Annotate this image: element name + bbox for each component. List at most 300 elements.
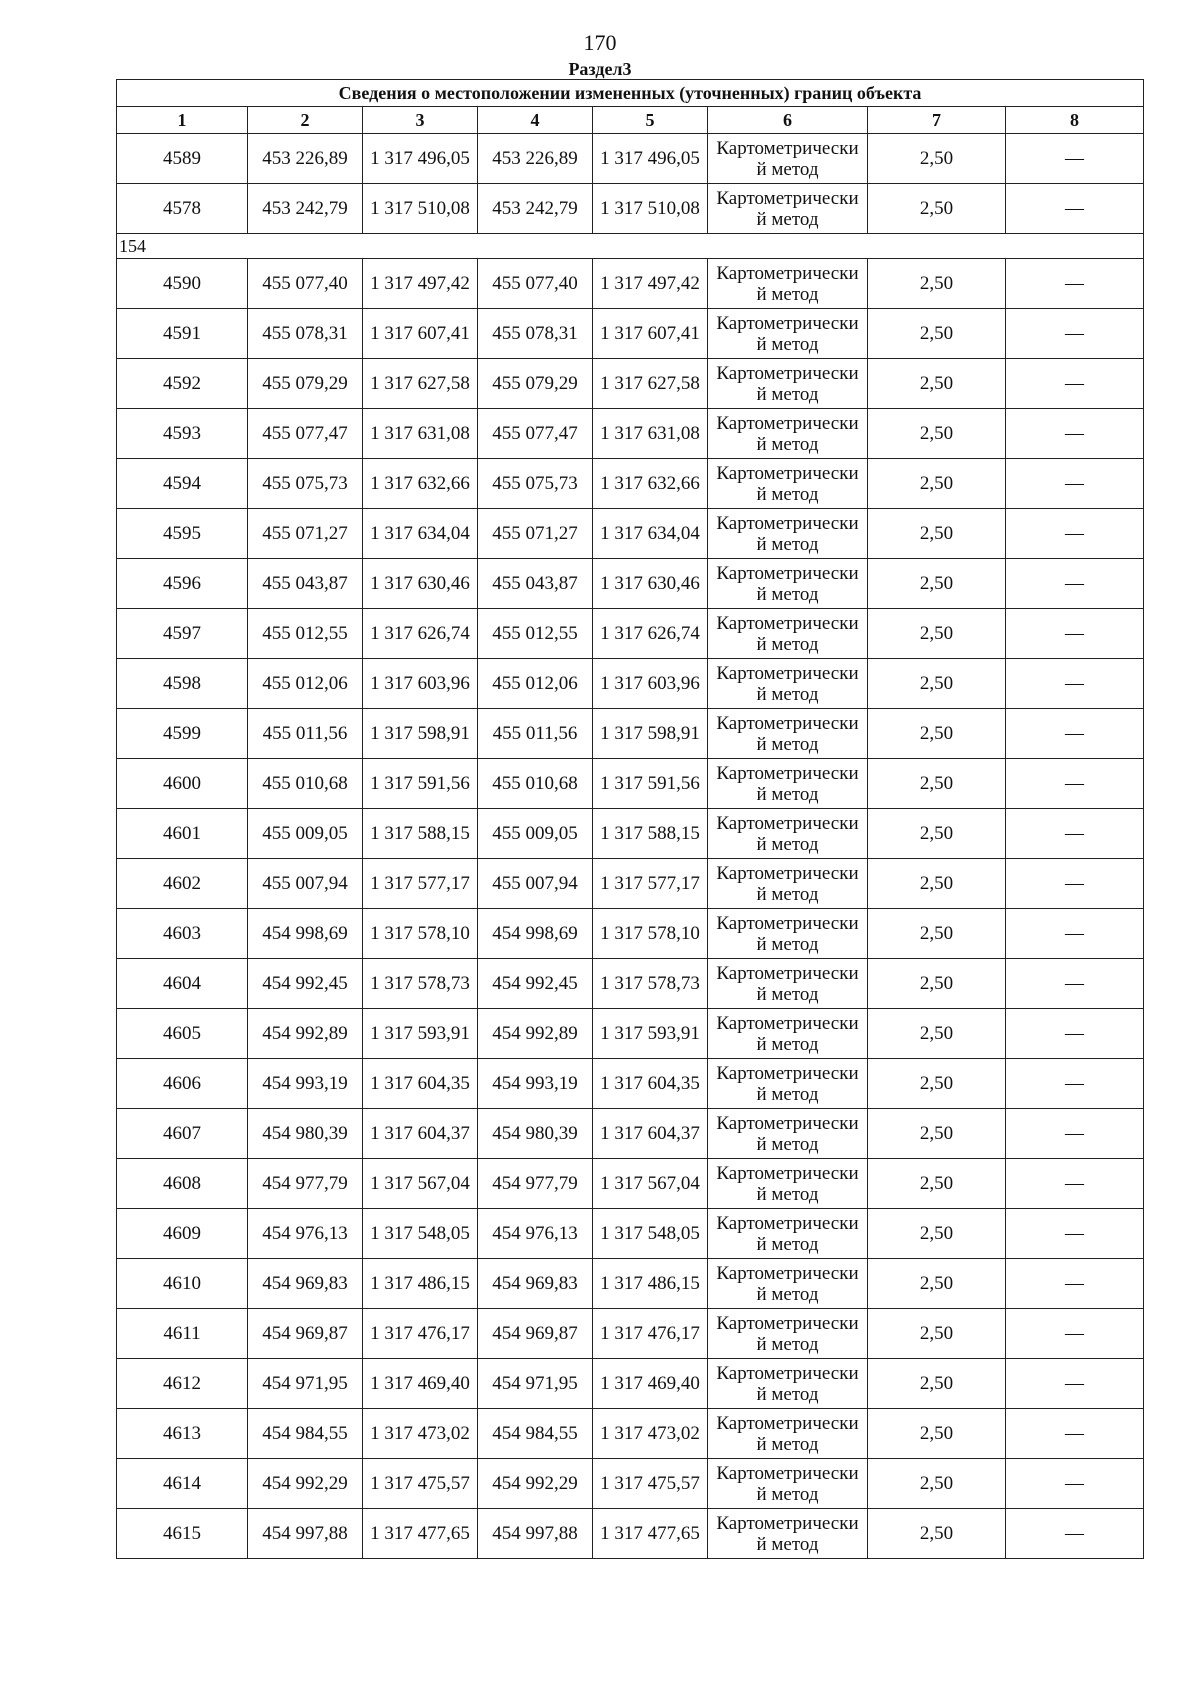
boundary-coordinates-table	[116, 79, 1144, 1559]
method-text-line-2: й метод	[756, 1533, 819, 1555]
method-text-line-2: й метод	[756, 1283, 819, 1305]
column-8-value: —	[1006, 909, 1144, 959]
page-number: 170	[583, 30, 617, 55]
column-header: 1	[117, 107, 248, 134]
method-text-line-1: Картометрически	[716, 612, 859, 634]
y-coordinate-old: 1 317 469,40	[363, 1359, 478, 1409]
x-coordinate-new: 454 977,79	[478, 1159, 593, 1209]
y-coordinate-old: 1 317 497,42	[363, 259, 478, 309]
point-number: 4596	[117, 559, 248, 609]
accuracy-value: 2,50	[868, 1509, 1006, 1559]
method-cell	[708, 1309, 868, 1359]
method-text-line-1: Картометрически	[716, 1212, 859, 1234]
table-row	[117, 1309, 1144, 1359]
column-header: 5	[593, 107, 708, 134]
column-header: 4	[478, 107, 593, 134]
table-row	[117, 759, 1144, 809]
column-8-value: —	[1006, 259, 1144, 309]
y-coordinate-new: 1 317 548,05	[593, 1209, 708, 1259]
method-cell	[708, 1059, 868, 1109]
method-cell	[708, 259, 868, 309]
y-coordinate-new: 1 317 496,05	[593, 134, 708, 184]
column-8-value: —	[1006, 359, 1144, 409]
x-coordinate-old: 455 077,47	[248, 409, 363, 459]
y-coordinate-old: 1 317 476,17	[363, 1309, 478, 1359]
method-cell	[708, 1109, 868, 1159]
x-coordinate-old: 455 012,06	[248, 659, 363, 709]
x-coordinate-old: 454 998,69	[248, 909, 363, 959]
table-row	[117, 1459, 1144, 1509]
table-row	[117, 859, 1144, 909]
method-text-line-1: Картометрически	[716, 1412, 859, 1434]
method-text-line-2: й метод	[756, 158, 819, 180]
x-coordinate-old: 454 992,29	[248, 1459, 363, 1509]
point-number: 4590	[117, 259, 248, 309]
x-coordinate-old: 453 226,89	[248, 134, 363, 184]
method-text-line-2: й метод	[756, 1433, 819, 1455]
table-row	[117, 309, 1144, 359]
table-row	[117, 609, 1144, 659]
point-number: 4593	[117, 409, 248, 459]
method-cell	[708, 809, 868, 859]
x-coordinate-new: 455 011,56	[478, 709, 593, 759]
method-text-line-2: й метод	[756, 1383, 819, 1405]
method-text-line-1: Картометрически	[716, 712, 859, 734]
point-number: 4589	[117, 134, 248, 184]
table-body	[117, 134, 1144, 1559]
column-8-value: —	[1006, 1259, 1144, 1309]
y-coordinate-new: 1 317 510,08	[593, 184, 708, 234]
x-coordinate-new: 455 007,94	[478, 859, 593, 909]
table-row	[117, 409, 1144, 459]
method-text-line-2: й метод	[756, 583, 819, 605]
method-text-line-2: й метод	[756, 1233, 819, 1255]
method-text-line-1: Картометрически	[716, 1012, 859, 1034]
point-number: 4606	[117, 1059, 248, 1109]
column-header: 6	[708, 107, 868, 134]
table-row	[117, 359, 1144, 409]
x-coordinate-new: 454 980,39	[478, 1109, 593, 1159]
method-text-line-2: й метод	[756, 1033, 819, 1055]
x-coordinate-new: 454 993,19	[478, 1059, 593, 1109]
y-coordinate-old: 1 317 477,65	[363, 1509, 478, 1559]
y-coordinate-old: 1 317 593,91	[363, 1009, 478, 1059]
column-8-value: —	[1006, 1409, 1144, 1459]
x-coordinate-old: 455 011,56	[248, 709, 363, 759]
table-row	[117, 184, 1144, 234]
method-text-line-1: Картометрически	[716, 962, 859, 984]
method-text-line-1: Картометрически	[716, 862, 859, 884]
table-row	[117, 1409, 1144, 1459]
x-coordinate-new: 455 009,05	[478, 809, 593, 859]
x-coordinate-old: 454 992,45	[248, 959, 363, 1009]
y-coordinate-new: 1 317 607,41	[593, 309, 708, 359]
accuracy-value: 2,50	[868, 709, 1006, 759]
point-number: 4615	[117, 1509, 248, 1559]
accuracy-value: 2,50	[868, 659, 1006, 709]
x-coordinate-old: 455 010,68	[248, 759, 363, 809]
y-coordinate-old: 1 317 591,56	[363, 759, 478, 809]
table-caption: Сведения о местоположении измененных (уточненных) границ объекта	[117, 80, 1144, 107]
x-coordinate-new: 455 012,06	[478, 659, 593, 709]
accuracy-value: 2,50	[868, 1009, 1006, 1059]
y-coordinate-new: 1 317 626,74	[593, 609, 708, 659]
accuracy-value: 2,50	[868, 1359, 1006, 1409]
column-8-value: —	[1006, 1359, 1144, 1409]
table-group-row	[117, 234, 1144, 259]
point-number: 4611	[117, 1309, 248, 1359]
point-number: 4597	[117, 609, 248, 659]
method-text-line-2: й метод	[756, 883, 819, 905]
y-coordinate-old: 1 317 577,17	[363, 859, 478, 909]
y-coordinate-new: 1 317 603,96	[593, 659, 708, 709]
column-8-value: —	[1006, 134, 1144, 184]
table-row	[117, 509, 1144, 559]
method-cell	[708, 1509, 868, 1559]
point-number: 4601	[117, 809, 248, 859]
method-text-line-2: й метод	[756, 833, 819, 855]
column-8-value: —	[1006, 409, 1144, 459]
method-cell	[708, 509, 868, 559]
accuracy-value: 2,50	[868, 1259, 1006, 1309]
method-text-line-1: Картометрически	[716, 137, 859, 159]
table-row	[117, 1359, 1144, 1409]
accuracy-value: 2,50	[868, 259, 1006, 309]
column-8-value: —	[1006, 1509, 1144, 1559]
x-coordinate-new: 454 992,89	[478, 1009, 593, 1059]
column-header: 2	[248, 107, 363, 134]
x-coordinate-old: 455 009,05	[248, 809, 363, 859]
point-number: 4578	[117, 184, 248, 234]
column-8-value: —	[1006, 859, 1144, 909]
method-cell	[708, 909, 868, 959]
x-coordinate-old: 455 071,27	[248, 509, 363, 559]
x-coordinate-old: 454 971,95	[248, 1359, 363, 1409]
x-coordinate-old: 454 993,19	[248, 1059, 363, 1109]
column-header: 8	[1006, 107, 1144, 134]
method-text-line-1: Картометрически	[716, 1462, 859, 1484]
x-coordinate-new: 454 971,95	[478, 1359, 593, 1409]
y-coordinate-old: 1 317 626,74	[363, 609, 478, 659]
x-coordinate-old: 455 078,31	[248, 309, 363, 359]
column-8-value: —	[1006, 759, 1144, 809]
accuracy-value: 2,50	[868, 859, 1006, 909]
method-cell	[708, 1259, 868, 1309]
column-8-value: —	[1006, 1159, 1144, 1209]
x-coordinate-new: 454 969,83	[478, 1259, 593, 1309]
accuracy-value: 2,50	[868, 459, 1006, 509]
y-coordinate-new: 1 317 578,73	[593, 959, 708, 1009]
accuracy-value: 2,50	[868, 959, 1006, 1009]
table-row	[117, 1259, 1144, 1309]
table-row	[117, 1159, 1144, 1209]
accuracy-value: 2,50	[868, 1209, 1006, 1259]
column-8-value: —	[1006, 959, 1144, 1009]
accuracy-value: 2,50	[868, 1459, 1006, 1509]
x-coordinate-new: 453 226,89	[478, 134, 593, 184]
y-coordinate-old: 1 317 578,73	[363, 959, 478, 1009]
accuracy-value: 2,50	[868, 1159, 1006, 1209]
method-cell	[708, 1009, 868, 1059]
x-coordinate-old: 454 969,83	[248, 1259, 363, 1309]
method-text-line-2: й метод	[756, 1333, 819, 1355]
point-number: 4607	[117, 1109, 248, 1159]
column-8-value: —	[1006, 709, 1144, 759]
x-coordinate-new: 455 010,68	[478, 759, 593, 809]
y-coordinate-new: 1 317 577,17	[593, 859, 708, 909]
accuracy-value: 2,50	[868, 1059, 1006, 1109]
x-coordinate-new: 455 071,27	[478, 509, 593, 559]
method-text-line-1: Картометрически	[716, 912, 859, 934]
table-row	[117, 559, 1144, 609]
y-coordinate-new: 1 317 486,15	[593, 1259, 708, 1309]
y-coordinate-old: 1 317 578,10	[363, 909, 478, 959]
section-title: Раздел3	[568, 59, 632, 79]
table-row	[117, 1009, 1144, 1059]
x-coordinate-old: 454 969,87	[248, 1309, 363, 1359]
y-coordinate-old: 1 317 588,15	[363, 809, 478, 859]
x-coordinate-old: 455 075,73	[248, 459, 363, 509]
method-cell	[708, 1459, 868, 1509]
method-cell	[708, 559, 868, 609]
y-coordinate-new: 1 317 627,58	[593, 359, 708, 409]
method-text-line-1: Картометрически	[716, 187, 859, 209]
method-text-line-2: й метод	[756, 1083, 819, 1105]
y-coordinate-new: 1 317 632,66	[593, 459, 708, 509]
method-text-line-2: й метод	[756, 783, 819, 805]
y-coordinate-new: 1 317 567,04	[593, 1159, 708, 1209]
table-row	[117, 459, 1144, 509]
x-coordinate-old: 455 007,94	[248, 859, 363, 909]
method-text-line-2: й метод	[756, 208, 819, 230]
y-coordinate-old: 1 317 598,91	[363, 709, 478, 759]
y-coordinate-old: 1 317 603,96	[363, 659, 478, 709]
table-row	[117, 709, 1144, 759]
point-number: 4605	[117, 1009, 248, 1059]
accuracy-value: 2,50	[868, 409, 1006, 459]
table-row	[117, 659, 1144, 709]
accuracy-value: 2,50	[868, 184, 1006, 234]
y-coordinate-new: 1 317 476,17	[593, 1309, 708, 1359]
x-coordinate-new: 454 976,13	[478, 1209, 593, 1259]
x-coordinate-new: 455 043,87	[478, 559, 593, 609]
column-8-value: —	[1006, 509, 1144, 559]
point-number: 4604	[117, 959, 248, 1009]
y-coordinate-new: 1 317 497,42	[593, 259, 708, 309]
method-text-line-1: Картометрически	[716, 1512, 859, 1534]
y-coordinate-old: 1 317 604,37	[363, 1109, 478, 1159]
column-8-value: —	[1006, 184, 1144, 234]
x-coordinate-new: 454 992,29	[478, 1459, 593, 1509]
method-text-line-1: Картометрически	[716, 1312, 859, 1334]
y-coordinate-old: 1 317 496,05	[363, 134, 478, 184]
point-number: 4603	[117, 909, 248, 959]
method-cell	[708, 1359, 868, 1409]
method-text-line-2: й метод	[756, 1483, 819, 1505]
point-number: 4613	[117, 1409, 248, 1459]
point-number: 4610	[117, 1259, 248, 1309]
accuracy-value: 2,50	[868, 509, 1006, 559]
y-coordinate-new: 1 317 630,46	[593, 559, 708, 609]
method-text-line-1: Картометрически	[716, 362, 859, 384]
method-text-line-1: Картометрически	[716, 262, 859, 284]
column-8-value: —	[1006, 1309, 1144, 1359]
x-coordinate-old: 454 980,39	[248, 1109, 363, 1159]
method-cell	[708, 759, 868, 809]
x-coordinate-new: 453 242,79	[478, 184, 593, 234]
y-coordinate-old: 1 317 486,15	[363, 1259, 478, 1309]
method-text-line-1: Картометрически	[716, 562, 859, 584]
x-coordinate-new: 455 079,29	[478, 359, 593, 409]
column-8-value: —	[1006, 1109, 1144, 1159]
method-text-line-2: й метод	[756, 283, 819, 305]
method-text-line-2: й метод	[756, 433, 819, 455]
method-cell	[708, 609, 868, 659]
accuracy-value: 2,50	[868, 359, 1006, 409]
table-row	[117, 809, 1144, 859]
y-coordinate-old: 1 317 604,35	[363, 1059, 478, 1109]
method-text-line-2: й метод	[756, 483, 819, 505]
point-number: 4592	[117, 359, 248, 409]
x-coordinate-new: 454 992,45	[478, 959, 593, 1009]
point-number: 4602	[117, 859, 248, 909]
column-8-value: —	[1006, 1059, 1144, 1109]
y-coordinate-old: 1 317 607,41	[363, 309, 478, 359]
x-coordinate-old: 454 976,13	[248, 1209, 363, 1259]
x-coordinate-old: 454 977,79	[248, 1159, 363, 1209]
method-cell	[708, 1209, 868, 1259]
column-8-value: —	[1006, 1009, 1144, 1059]
method-text-line-1: Картометрически	[716, 1262, 859, 1284]
y-coordinate-new: 1 317 591,56	[593, 759, 708, 809]
point-number: 4609	[117, 1209, 248, 1259]
x-coordinate-old: 453 242,79	[248, 184, 363, 234]
point-number: 4599	[117, 709, 248, 759]
x-coordinate-old: 455 012,55	[248, 609, 363, 659]
x-coordinate-new: 454 984,55	[478, 1409, 593, 1459]
column-8-value: —	[1006, 609, 1144, 659]
x-coordinate-new: 455 012,55	[478, 609, 593, 659]
table-row	[117, 1209, 1144, 1259]
x-coordinate-new: 454 997,88	[478, 1509, 593, 1559]
method-cell	[708, 1159, 868, 1209]
y-coordinate-old: 1 317 632,66	[363, 459, 478, 509]
column-8-value: —	[1006, 659, 1144, 709]
y-coordinate-new: 1 317 598,91	[593, 709, 708, 759]
method-text-line-2: й метод	[756, 1183, 819, 1205]
y-coordinate-new: 1 317 473,02	[593, 1409, 708, 1459]
method-text-line-2: й метод	[756, 333, 819, 355]
y-coordinate-old: 1 317 630,46	[363, 559, 478, 609]
y-coordinate-new: 1 317 631,08	[593, 409, 708, 459]
method-cell	[708, 459, 868, 509]
y-coordinate-new: 1 317 604,37	[593, 1109, 708, 1159]
table-row	[117, 259, 1144, 309]
y-coordinate-old: 1 317 510,08	[363, 184, 478, 234]
y-coordinate-new: 1 317 634,04	[593, 509, 708, 559]
x-coordinate-old: 455 079,29	[248, 359, 363, 409]
accuracy-value: 2,50	[868, 759, 1006, 809]
column-8-value: —	[1006, 1459, 1144, 1509]
x-coordinate-old: 455 043,87	[248, 559, 363, 609]
table-row	[117, 134, 1144, 184]
x-coordinate-new: 454 998,69	[478, 909, 593, 959]
column-8-value: —	[1006, 459, 1144, 509]
method-cell	[708, 959, 868, 1009]
method-text-line-2: й метод	[756, 983, 819, 1005]
x-coordinate-new: 455 078,31	[478, 309, 593, 359]
y-coordinate-old: 1 317 475,57	[363, 1459, 478, 1509]
point-number: 4595	[117, 509, 248, 559]
point-number: 4598	[117, 659, 248, 709]
method-text-line-1: Картометрически	[716, 312, 859, 334]
y-coordinate-old: 1 317 627,58	[363, 359, 478, 409]
accuracy-value: 2,50	[868, 309, 1006, 359]
table-caption-row	[117, 80, 1144, 107]
method-text-line-1: Картометрически	[716, 1112, 859, 1134]
x-coordinate-old: 455 077,40	[248, 259, 363, 309]
x-coordinate-new: 455 075,73	[478, 459, 593, 509]
x-coordinate-old: 454 997,88	[248, 1509, 363, 1559]
y-coordinate-old: 1 317 634,04	[363, 509, 478, 559]
column-header: 7	[868, 107, 1006, 134]
accuracy-value: 2,50	[868, 609, 1006, 659]
point-number: 4591	[117, 309, 248, 359]
method-text-line-1: Картометрически	[716, 812, 859, 834]
x-coordinate-new: 454 969,87	[478, 1309, 593, 1359]
accuracy-value: 2,50	[868, 1409, 1006, 1459]
y-coordinate-new: 1 317 604,35	[593, 1059, 708, 1109]
method-text-line-2: й метод	[756, 1133, 819, 1155]
method-text-line-1: Картометрически	[716, 512, 859, 534]
accuracy-value: 2,50	[868, 909, 1006, 959]
method-text-line-2: й метод	[756, 383, 819, 405]
x-coordinate-old: 454 984,55	[248, 1409, 363, 1459]
method-cell	[708, 709, 868, 759]
x-coordinate-old: 454 992,89	[248, 1009, 363, 1059]
point-number: 4608	[117, 1159, 248, 1209]
method-cell	[708, 359, 868, 409]
y-coordinate-old: 1 317 567,04	[363, 1159, 478, 1209]
table-row	[117, 909, 1144, 959]
y-coordinate-old: 1 317 631,08	[363, 409, 478, 459]
y-coordinate-new: 1 317 588,15	[593, 809, 708, 859]
y-coordinate-new: 1 317 477,65	[593, 1509, 708, 1559]
column-8-value: —	[1006, 309, 1144, 359]
x-coordinate-new: 455 077,40	[478, 259, 593, 309]
method-cell	[708, 309, 868, 359]
y-coordinate-old: 1 317 548,05	[363, 1209, 478, 1259]
table-row	[117, 1059, 1144, 1109]
point-number: 4612	[117, 1359, 248, 1409]
point-number: 4614	[117, 1459, 248, 1509]
method-text-line-1: Картометрически	[716, 662, 859, 684]
method-cell	[708, 184, 868, 234]
accuracy-value: 2,50	[868, 1109, 1006, 1159]
table-row	[117, 1109, 1144, 1159]
y-coordinate-old: 1 317 473,02	[363, 1409, 478, 1459]
method-text-line-1: Картометрически	[716, 1162, 859, 1184]
column-8-value: —	[1006, 1209, 1144, 1259]
column-8-value: —	[1006, 559, 1144, 609]
y-coordinate-new: 1 317 469,40	[593, 1359, 708, 1409]
method-cell	[708, 134, 868, 184]
x-coordinate-new: 455 077,47	[478, 409, 593, 459]
accuracy-value: 2,50	[868, 559, 1006, 609]
table-header-row	[117, 107, 1144, 134]
column-8-value: —	[1006, 809, 1144, 859]
method-cell	[708, 859, 868, 909]
